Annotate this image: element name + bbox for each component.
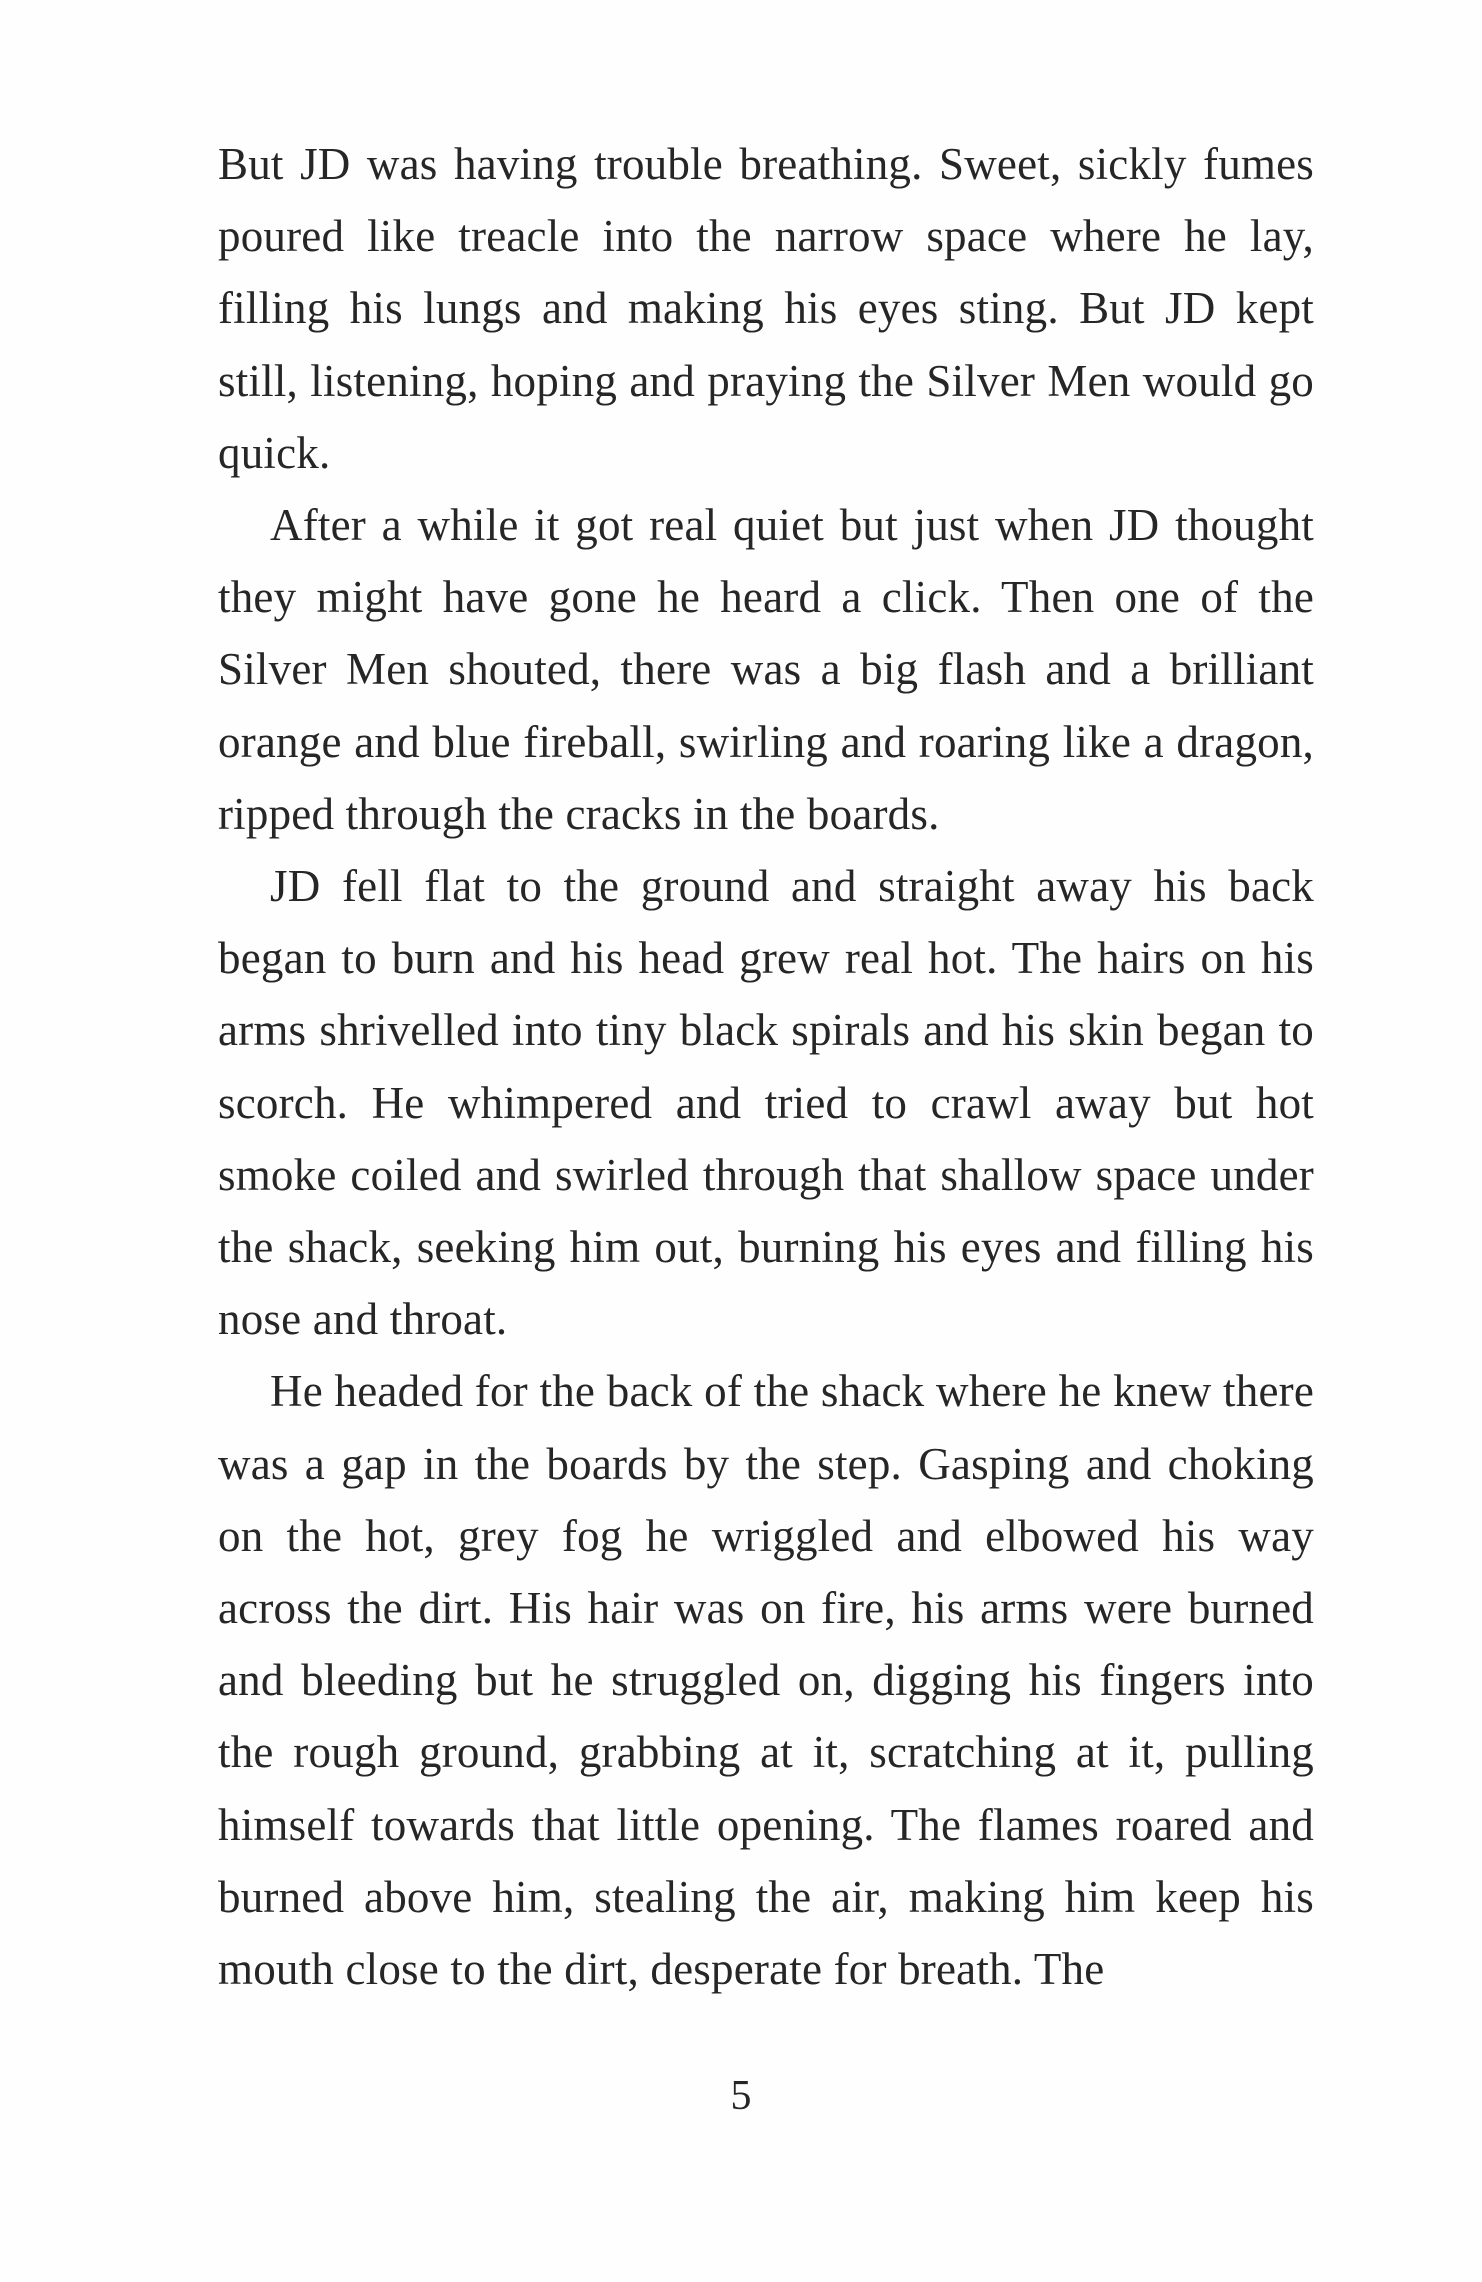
paragraph-2: After a while it got real quiet but just when JD thought they might have gone he heard a click. Then one of the Silver Men shouted, there was a big flash and a brilliant orange and blue fireball, swirling and roaring like a dragon, ripped through the cracks in the boards.	[218, 500, 1314, 839]
paragraph-1: But JD was having trouble breathing. Sweet, sickly fumes poured like treacle into the narrow space where he lay, filling his lungs and making his eyes sting. But JD kept still, listening, hoping and praying the Silver Men would go quick.	[218, 139, 1314, 478]
paragraph-4: He headed for the back of the shack where he knew there was a gap in the boards by the step. Gasping and choking on the hot, grey fog he wriggled and elbowed his way across the dirt. His hair was on fire, his arms were burned and bleeding but he struggled on, digging his fingers into the rough ground, grabbing at it, scratching at it, pulling himself towards that little opening. The flames roared and burned above him, stealing the air, making him keep his mouth close to the dirt, desperate for breath. The	[218, 1366, 1314, 1995]
body-text	[218, 128, 1314, 2005]
page-number: 5	[730, 2073, 752, 2119]
paragraph-3: JD fell flat to the ground and straight away his back began to burn and his head grew real hot. The hairs on his arms shrivelled into tiny black spirals and his skin began to scorch. He whimpered and tried to crawl away but hot smoke coiled and swirled through that shallow space under the shack, seeking him out, burning his eyes and filling his nose and throat.	[218, 861, 1314, 1345]
